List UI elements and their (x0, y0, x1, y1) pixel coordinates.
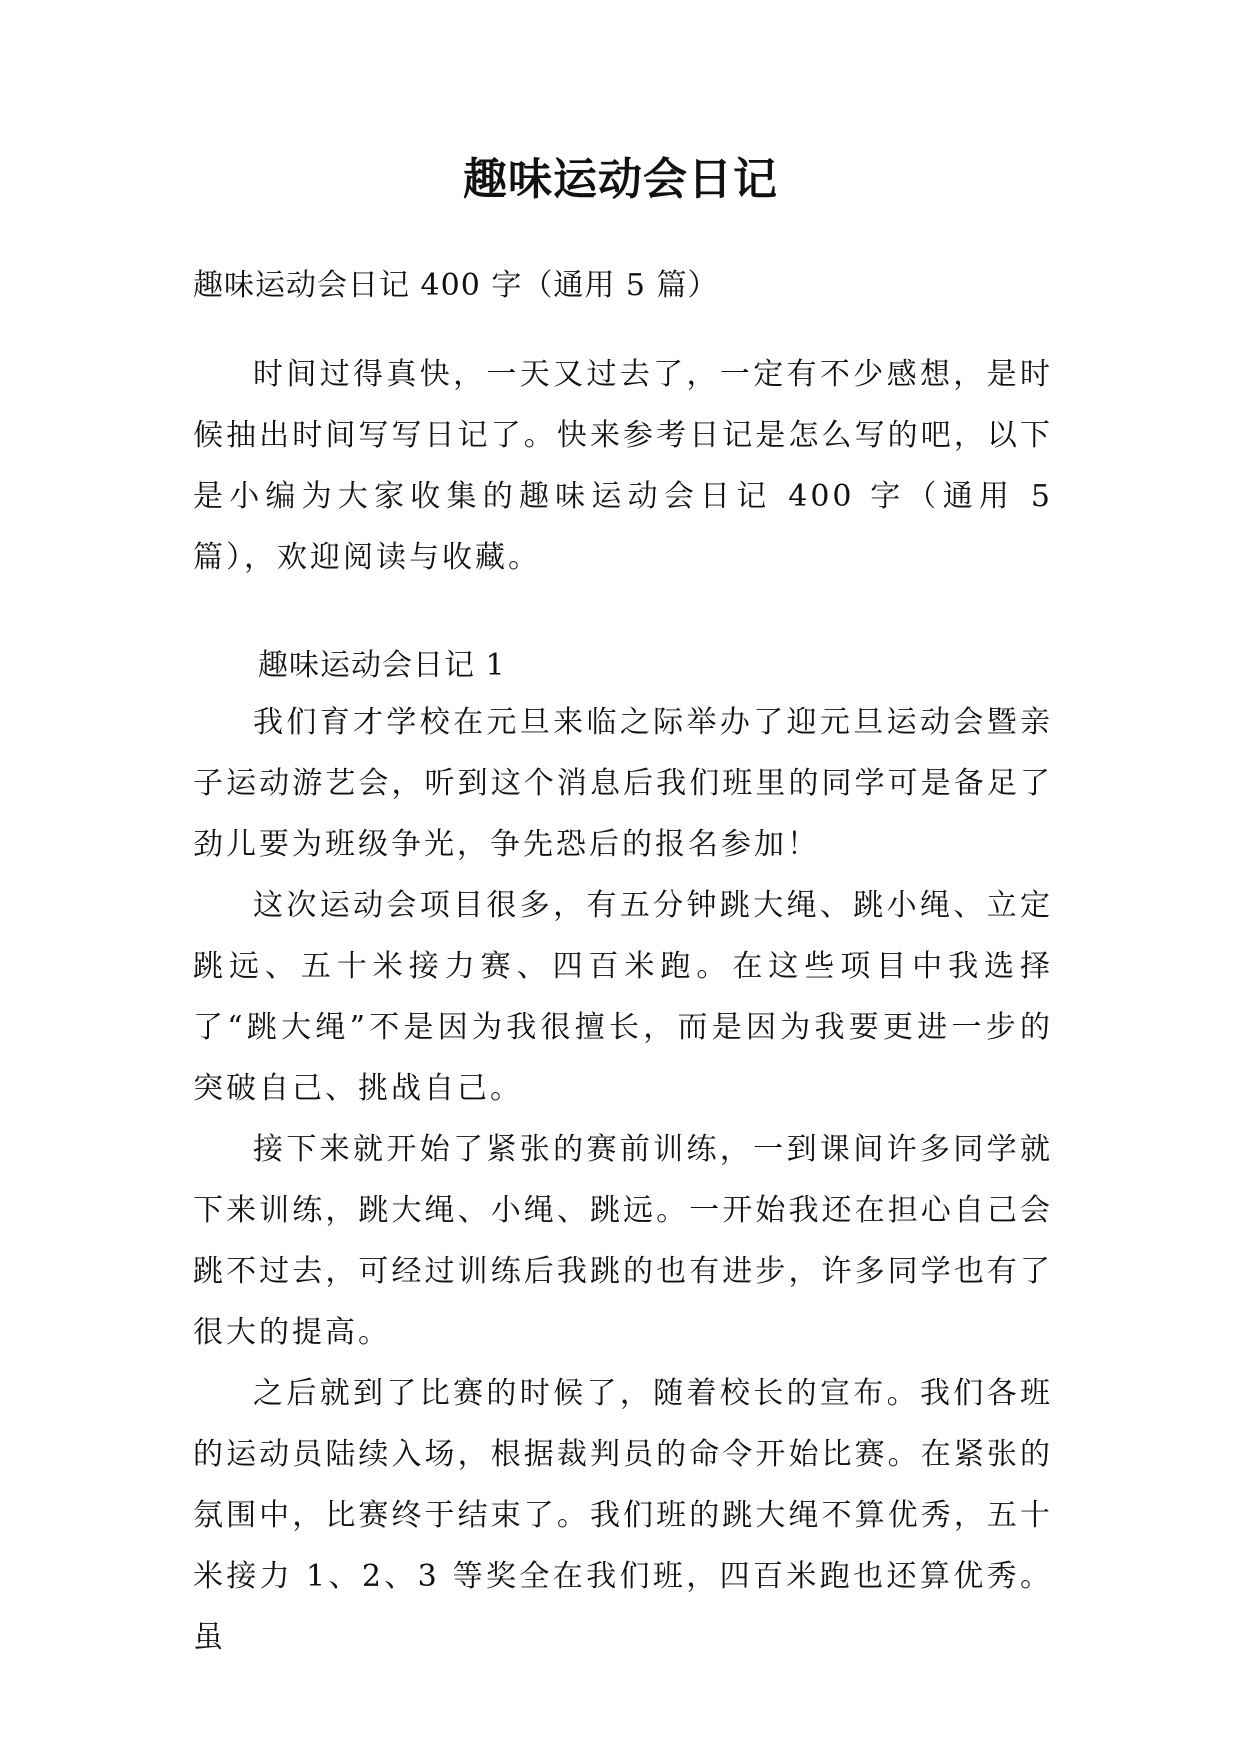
paragraph-2: 这次运动会项目很多，有五分钟跳大绳、跳小绳、立定跳远、五十米接力赛、四百米跑。在这些项目中我选择了“跳大绳”不是因为我很擅长，而是因为我要更进一步的突破自己、挑战自己。 (193, 888, 1053, 1106)
document-title: 趣味运动会日记 (463, 154, 778, 205)
intro-paragraph: 时间过得真快，一天又过去了，一定有不少感想，是时候抽出时间写写日记了。快来参考日记是怎么写的吧，以下是小编为大家收集的趣味运动会日记 400 字（通用 5 篇），欢迎阅读与收藏。 (193, 357, 1053, 575)
section-heading: 趣味运动会日记 1 (258, 648, 506, 683)
intro-section (193, 344, 1053, 588)
diary-content (193, 692, 1053, 1668)
paragraph-1: 我们育才学校在元旦来临之际举办了迎元旦运动会暨亲子运动游艺会，听到这个消息后我们班里的同学可是备足了劲儿要为班级争光，争先恐后的报名参加！ (193, 705, 1053, 862)
paragraph-3: 接下来就开始了紧张的赛前训练，一到课间许多同学就下来训练，跳大绳、小绳、跳远。一开始我还在担心自己会跳不过去，可经过训练后我跳的也有进步，许多同学也有了很大的提高。 (193, 1132, 1053, 1350)
paragraph-4: 之后就到了比赛的时候了，随着校长的宣布。我们各班的运动员陆续入场，根据裁判员的命令开始比赛。在紧张的氛围中，比赛终于结束了。我们班的跳大绳不算优秀，五十米接力 1、2、3 等奖全在我们班，四百米跑也还算优秀。虽 (193, 1376, 1053, 1655)
document-subtitle: 趣味运动会日记 400 字（通用 5 篇） (193, 268, 719, 303)
